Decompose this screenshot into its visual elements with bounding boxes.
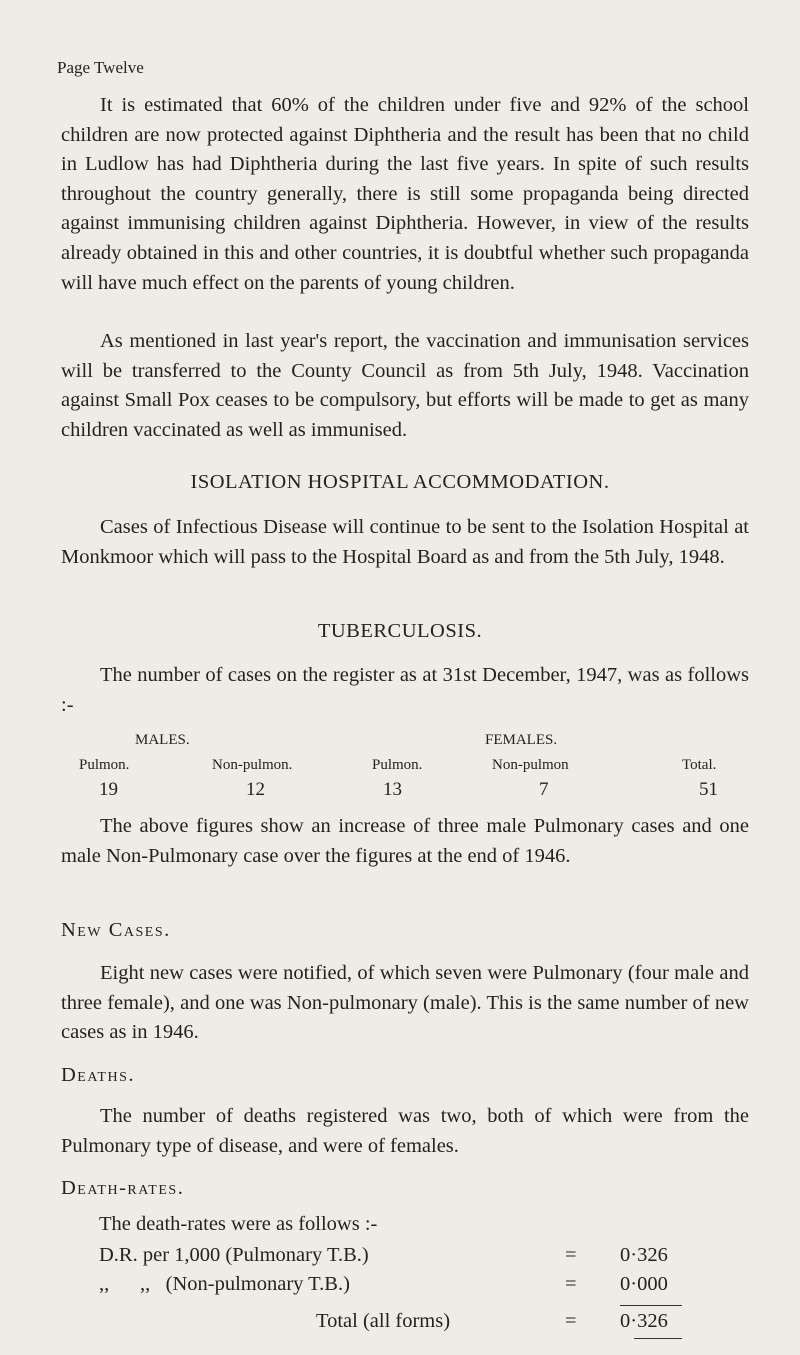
col-total: Total. — [682, 757, 717, 773]
value-males-pulmon: 19 — [99, 779, 118, 800]
death-rate-non-pulmonary-eq: = — [565, 1273, 577, 1295]
value-females-pulmon: 13 — [383, 779, 402, 800]
sum-rule-bottom — [634, 1338, 682, 1339]
register-paragraph: The number of cases on the register as at 31st December, 1947, was as follows :- — [61, 664, 749, 716]
new-cases-heading: New Cases. — [61, 919, 171, 941]
death-rate-pulmonary-value: 0·326 — [620, 1244, 668, 1266]
value-males-non-pulmon: 12 — [246, 779, 265, 800]
col-males-non-pulmon: Non-pulmon. — [212, 757, 293, 773]
value-total: 51 — [699, 779, 718, 800]
deaths-heading: Deaths. — [61, 1064, 135, 1086]
tuberculosis-heading: TUBERCULOSIS. — [317, 620, 483, 642]
sum-rule-top — [620, 1305, 682, 1306]
col-females-pulmon: Pulmon. — [372, 757, 423, 773]
isolation-paragraph: Cases of Infectious Disease will continue to be sent to the Isolation Hospital at Monkmoor which will pass to the Hospital Board as and from the 5th July, 1948. — [61, 516, 749, 568]
register-table-header — [0, 757, 800, 779]
death-rate-total-eq: = — [565, 1310, 577, 1332]
col-males-pulmon: Pulmon. — [79, 757, 130, 773]
deaths-paragraph: The number of deaths registered was two, both of which were from the Pulmonary type of disease, and were of females. — [61, 1105, 749, 1157]
register-table-groups — [0, 732, 800, 754]
register-table-values — [0, 779, 800, 801]
death-rate-non-pulmonary-value: 0·000 — [620, 1273, 668, 1295]
isolation-heading: ISOLATION HOSPITAL ACCOMMODATION. — [190, 471, 610, 493]
vaccination-paragraph: As mentioned in last year's report, the vaccination and immunisation services will be transferred to the County Council as from 5th July, 1948. Vaccination against Small Pox ceases to be compulsory, but efforts will be made to get as many children vaccinated as well as immunised. — [61, 330, 749, 441]
value-females-non-pulmon: 7 — [539, 779, 549, 800]
death-rate-total-label: Total (all forms) — [316, 1310, 451, 1332]
group-females: FEMALES. — [485, 732, 558, 748]
death-rate-pulmonary-label: D.R. per 1,000 (Pulmonary T.B.) — [99, 1244, 369, 1266]
death-rates-intro: The death-rates were as follows :- — [99, 1213, 378, 1235]
death-rate-total-value: 0·326 — [620, 1310, 668, 1332]
increase-paragraph: The above figures show an increase of three male Pulmonary cases and one male Non-Pulmonary case over the figures at the end of 1946. — [61, 815, 749, 867]
col-females-non-pulmon: Non-pulmon — [492, 757, 569, 773]
diphtheria-paragraph: It is estimated that 60% of the children under five and 92% of the school children are now protected against Diphtheria and the result has been that no child in Ludlow has had Diphtheria during the last five years. In spite of such results throughout the country generally, there is still some propaganda being directed against immunising children against Diphtheria. However, in view of the results already obtained in this and other countries, it is doubtful whether such propaganda will have much effect on the parents of young children. — [61, 94, 749, 294]
page-header: Page Twelve — [57, 58, 144, 77]
new-cases-paragraph: Eight new cases were notified, of which seven were Pulmonary (four male and three female), and one was Non-pulmonary (male). This is the same number of new cases as in 1946. — [61, 962, 749, 1044]
group-males: MALES. — [135, 732, 190, 748]
death-rate-pulmonary-eq: = — [565, 1244, 577, 1266]
death-rates-heading: Death-rates. — [61, 1177, 185, 1199]
death-rate-non-pulmonary-label: ,, ,, (Non-pulmonary T.B.) — [99, 1273, 350, 1295]
